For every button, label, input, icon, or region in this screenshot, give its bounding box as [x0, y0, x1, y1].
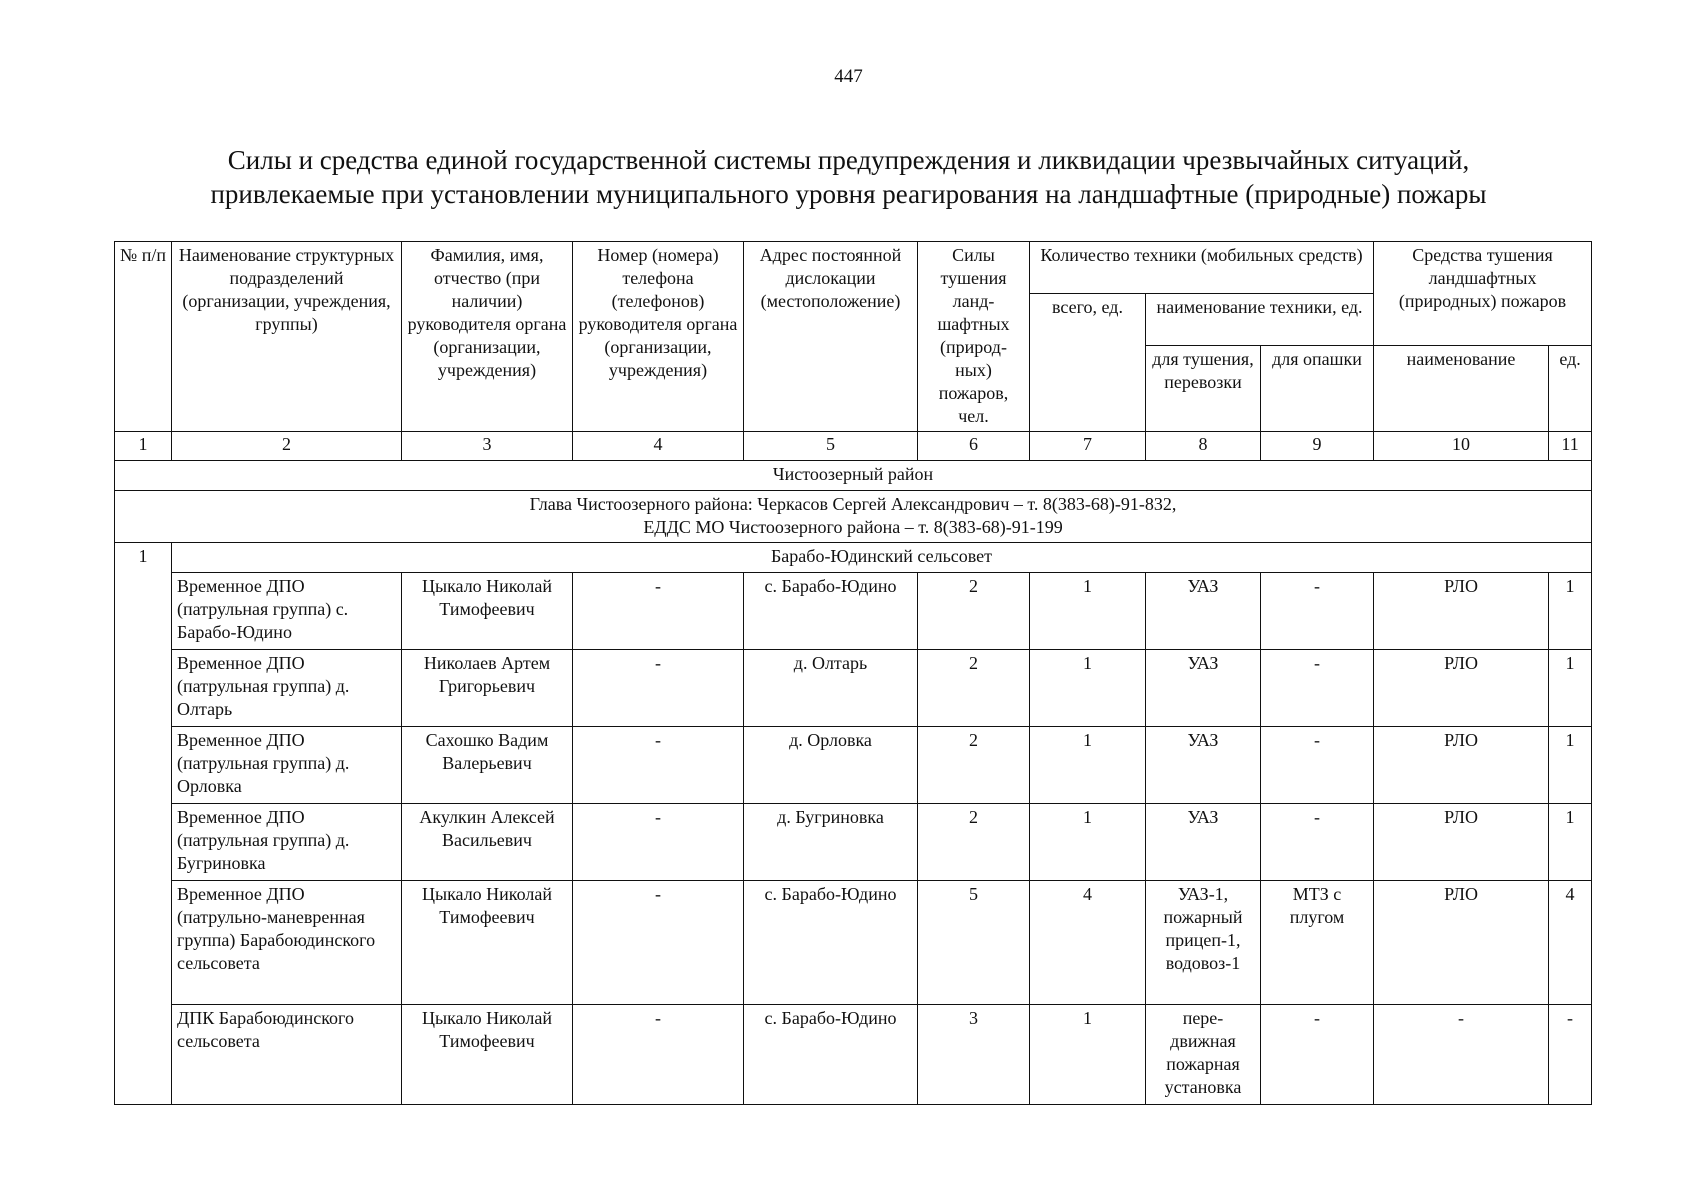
phone-cell: - — [573, 804, 744, 881]
tech-total-cell: 1 — [1030, 727, 1146, 804]
head-cell: Цыкало Николай Тимофеевич — [402, 1005, 573, 1105]
means-units-cell: 1 — [1549, 573, 1592, 650]
column-number: 7 — [1030, 432, 1146, 461]
tech-extinguish-cell: УАЗ — [1146, 727, 1261, 804]
phone-cell: - — [573, 727, 744, 804]
column-number: 11 — [1549, 432, 1592, 461]
unit-cell: Временное ДПО (патрульно-маневренная группа) Барабоюдинского сельсовета — [172, 881, 402, 1005]
head-cell: Акулкин Алексей Васильевич — [402, 804, 573, 881]
document-title — [0, 143, 1697, 211]
tech-total-cell: 1 — [1030, 650, 1146, 727]
phone-cell: - — [573, 1005, 744, 1105]
column-number: 10 — [1374, 432, 1549, 461]
address-cell: д. Бугриновка — [744, 804, 918, 881]
tech-extinguish-cell: УАЗ-1, пожарный прицеп-1, водовоз-1 — [1146, 881, 1261, 1005]
header-tech-plow: для опашки — [1261, 346, 1374, 432]
header-forces: Силы тушения ланд-шафтных (природ-ных) пожаров, чел. — [918, 242, 1030, 432]
means-units-cell: 1 — [1549, 804, 1592, 881]
forces-cell: 5 — [918, 881, 1030, 1005]
tech-plow-cell: - — [1261, 1005, 1374, 1105]
means-name-cell: РЛО — [1374, 804, 1549, 881]
header-unit: Наименование структурных подразделений (организации, учреждения, группы) — [172, 242, 402, 432]
address-cell: с. Барабо-Юдино — [744, 1005, 918, 1105]
table-row — [115, 804, 1592, 881]
district-contacts — [115, 491, 1592, 543]
column-number: 6 — [918, 432, 1030, 461]
tech-extinguish-cell: пере-движная пожарная установка — [1146, 1005, 1261, 1105]
forces-cell: 2 — [918, 650, 1030, 727]
header-number: № п/п — [115, 242, 172, 432]
column-number: 1 — [115, 432, 172, 461]
phone-cell: - — [573, 573, 744, 650]
district-name: Чистоозерный район — [115, 461, 1592, 491]
tech-total-cell: 1 — [1030, 1005, 1146, 1105]
header-tech-extinguish: для тушения, перевозки — [1146, 346, 1261, 432]
header-means-units: ед. — [1549, 346, 1592, 432]
column-number: 3 — [402, 432, 573, 461]
tech-total-cell: 4 — [1030, 881, 1146, 1005]
header-means-name: наименование — [1374, 346, 1549, 432]
table-row — [115, 573, 1592, 650]
header-phone: Номер (номера) телефона (телефонов) руководителя органа (организации, учреждения) — [573, 242, 744, 432]
tech-plow-cell: - — [1261, 804, 1374, 881]
unit-cell: Временное ДПО (патрульная группа) д. Олтарь — [172, 650, 402, 727]
forces-cell: 2 — [918, 727, 1030, 804]
district-contact-line: Глава Чистоозерного района: Черкасов Сергей Александрович – т. 8(383-68)-91-832, — [529, 494, 1177, 514]
phone-cell: - — [573, 881, 744, 1005]
phone-cell: - — [573, 650, 744, 727]
header-tech-group: Количество техники (мобильных средств) — [1030, 242, 1374, 294]
tech-extinguish-cell: УАЗ — [1146, 650, 1261, 727]
column-number: 8 — [1146, 432, 1261, 461]
title-line-2: привлекаемые при установлении муниципального уровня реагирования на ландшафтные (природные) пожары — [210, 179, 1487, 209]
forces-cell: 3 — [918, 1005, 1030, 1105]
column-number: 2 — [172, 432, 402, 461]
table-row — [115, 727, 1592, 804]
header-address: Адрес постоянной дислокации (местоположение) — [744, 242, 918, 432]
tech-total-cell: 1 — [1030, 573, 1146, 650]
tech-plow-cell: - — [1261, 727, 1374, 804]
tech-total-cell: 1 — [1030, 804, 1146, 881]
column-number: 4 — [573, 432, 744, 461]
means-units-cell: 4 — [1549, 881, 1592, 1005]
page-number: 447 — [834, 66, 863, 87]
means-name-cell: РЛО — [1374, 650, 1549, 727]
address-cell: с. Барабо-Юдино — [744, 881, 918, 1005]
header-tech-name-group: наименование техники, ед. — [1146, 294, 1374, 346]
district-contact-line: ЕДДС МО Чистоозерного района – т. 8(383-68)-91-199 — [643, 517, 1063, 537]
table-row — [115, 650, 1592, 727]
tech-plow-cell: - — [1261, 650, 1374, 727]
head-cell: Цыкало Николай Тимофеевич — [402, 573, 573, 650]
address-cell: д. Олтарь — [744, 650, 918, 727]
tech-extinguish-cell: УАЗ — [1146, 573, 1261, 650]
tech-extinguish-cell: УАЗ — [1146, 804, 1261, 881]
address-cell: с. Барабо-Юдино — [744, 573, 918, 650]
means-units-cell: - — [1549, 1005, 1592, 1105]
means-units-cell: 1 — [1549, 650, 1592, 727]
tech-plow-cell: МТЗ с плугом — [1261, 881, 1374, 1005]
means-name-cell: РЛО — [1374, 573, 1549, 650]
header-head-name: Фамилия, имя, отчество (при наличии) руководителя органа (организации, учреждения) — [402, 242, 573, 432]
head-cell: Сахошко Вадим Валерьевич — [402, 727, 573, 804]
column-number: 9 — [1261, 432, 1374, 461]
forces-cell: 2 — [918, 573, 1030, 650]
address-cell: д. Орловка — [744, 727, 918, 804]
header-means-group: Средства тушения ландшафтных (природных) пожаров — [1374, 242, 1592, 346]
means-name-cell: РЛО — [1374, 881, 1549, 1005]
means-units-cell: 1 — [1549, 727, 1592, 804]
header-tech-total: всего, ед. — [1030, 294, 1146, 432]
unit-cell: Временное ДПО (патрульная группа) д. Бугриновка — [172, 804, 402, 881]
table-row — [115, 1005, 1592, 1105]
section-number: 1 — [115, 543, 172, 1105]
head-cell: Николаев Артем Григорьевич — [402, 650, 573, 727]
forces-table — [114, 241, 1592, 1105]
head-cell: Цыкало Николай Тимофеевич — [402, 881, 573, 1005]
section-name: Барабо-Юдинский сельсовет — [172, 543, 1592, 573]
unit-cell: Временное ДПО (патрульная группа) с. Барабо-Юдино — [172, 573, 402, 650]
forces-cell: 2 — [918, 804, 1030, 881]
means-name-cell: РЛО — [1374, 727, 1549, 804]
tech-plow-cell: - — [1261, 573, 1374, 650]
unit-cell: ДПК Барабоюдинского сельсовета — [172, 1005, 402, 1105]
unit-cell: Временное ДПО (патрульная группа) д. Орловка — [172, 727, 402, 804]
table-row — [115, 881, 1592, 1005]
means-name-cell: - — [1374, 1005, 1549, 1105]
title-line-1: Силы и средства единой государственной системы предупреждения и ликвидации чрезвычайных ситуаций, — [227, 145, 1470, 175]
column-number: 5 — [744, 432, 918, 461]
